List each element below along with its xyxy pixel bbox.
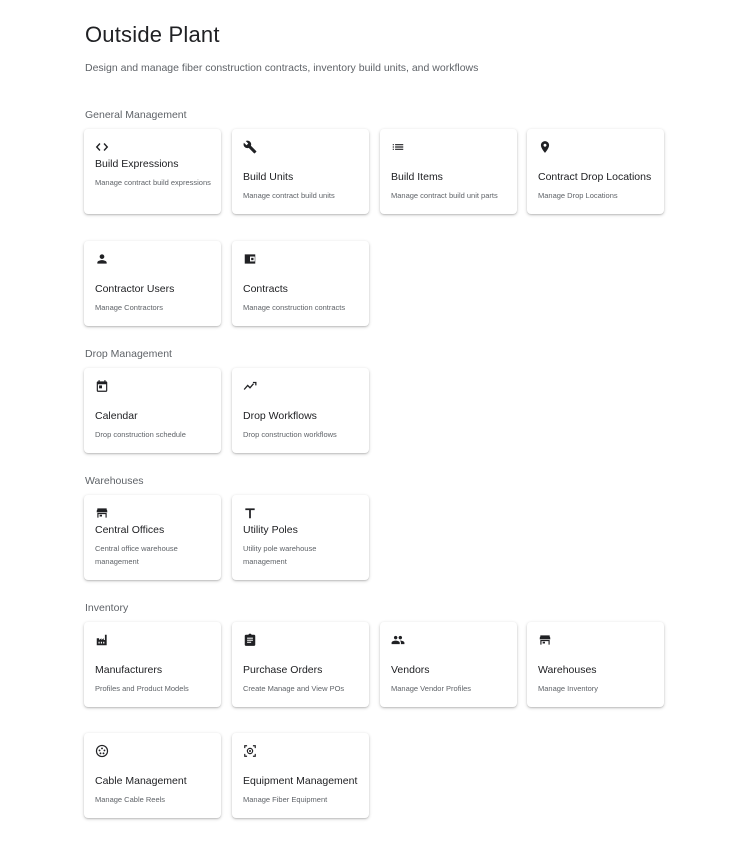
section-label-inventory: Inventory xyxy=(85,602,129,614)
card-title: Build Expressions xyxy=(95,158,179,170)
card-build-units[interactable] xyxy=(232,129,369,214)
card-title: Drop Workflows xyxy=(243,410,317,422)
card-description: Manage Contractors xyxy=(95,303,163,312)
trending-icon xyxy=(243,379,257,393)
card-equipment-management[interactable] xyxy=(232,733,369,818)
location-pin-icon xyxy=(538,140,552,154)
card-description: Manage Drop Locations xyxy=(538,191,618,200)
cable-reel-icon xyxy=(95,744,109,758)
store-icon xyxy=(538,633,552,647)
list-icon xyxy=(391,140,405,154)
card-description: Drop construction workflows xyxy=(243,430,337,439)
pole-icon xyxy=(243,506,257,520)
card-title: Vendors xyxy=(391,664,430,676)
card-title: Equipment Management xyxy=(243,775,358,787)
card-description: Profiles and Product Models xyxy=(95,684,189,693)
card-contracts[interactable] xyxy=(232,241,369,326)
card-description: Manage contract build units xyxy=(243,191,335,200)
person-icon xyxy=(95,252,109,266)
store-icon xyxy=(95,506,109,520)
card-title: Central Offices xyxy=(95,524,165,536)
card-title: Manufacturers xyxy=(95,664,163,676)
card-description: Utility pole warehouse management xyxy=(243,544,317,566)
card-title: Utility Poles xyxy=(243,524,298,536)
card-calendar[interactable] xyxy=(84,368,221,453)
card-description: Create Manage and View POs xyxy=(243,684,345,693)
card-build-items[interactable] xyxy=(380,129,517,214)
card-title: Build Units xyxy=(243,171,294,183)
wallet-icon xyxy=(243,252,257,266)
calendar-icon xyxy=(95,379,109,393)
card-build-expressions[interactable] xyxy=(84,129,221,214)
card-description: Manage Fiber Equipment xyxy=(243,795,328,804)
card-title: Warehouses xyxy=(538,664,597,676)
card-contract-drop-locations[interactable] xyxy=(527,129,664,214)
card-description: Manage construction contracts xyxy=(243,303,346,312)
card-warehouses[interactable] xyxy=(527,622,664,707)
card-title: Build Items xyxy=(391,171,443,183)
wrench-icon xyxy=(243,140,257,154)
card-description: Manage contract build unit parts xyxy=(391,191,498,200)
card-purchase-orders[interactable] xyxy=(232,622,369,707)
card-title: Contracts xyxy=(243,283,288,295)
card-manufacturers[interactable] xyxy=(84,622,221,707)
card-title: Contract Drop Locations xyxy=(538,171,652,183)
card-title: Calendar xyxy=(95,410,138,422)
section-label-warehouses: Warehouses xyxy=(85,475,144,487)
card-description: Manage contract build expressions xyxy=(95,178,211,187)
card-description: Manage Cable Reels xyxy=(95,795,166,804)
page-title: Outside Plant xyxy=(85,22,220,47)
equipment-icon xyxy=(243,744,257,758)
people-icon xyxy=(391,633,405,647)
code-icon xyxy=(95,140,109,154)
card-vendors[interactable] xyxy=(380,622,517,707)
clipboard-icon xyxy=(243,633,257,647)
section-label-drop-management: Drop Management xyxy=(85,348,172,360)
card-title: Purchase Orders xyxy=(243,664,323,676)
card-description: Manage Inventory xyxy=(538,684,599,693)
card-utility-poles[interactable] xyxy=(232,495,369,580)
card-title: Contractor Users xyxy=(95,283,175,295)
card-description: Central office warehouse management xyxy=(95,544,178,566)
card-central-offices[interactable] xyxy=(84,495,221,580)
card-description: Drop construction schedule xyxy=(95,430,186,439)
section-label-general-management: General Management xyxy=(85,109,187,121)
card-description: Manage Vendor Profiles xyxy=(391,684,472,693)
factory-icon xyxy=(95,633,109,647)
card-cable-management[interactable] xyxy=(84,733,221,818)
page-subtitle: Design and manage fiber construction contracts, inventory build units, and workflows xyxy=(85,62,479,74)
card-drop-workflows[interactable] xyxy=(232,368,369,453)
card-contractor-users[interactable] xyxy=(84,241,221,326)
card-title: Cable Management xyxy=(95,775,187,787)
